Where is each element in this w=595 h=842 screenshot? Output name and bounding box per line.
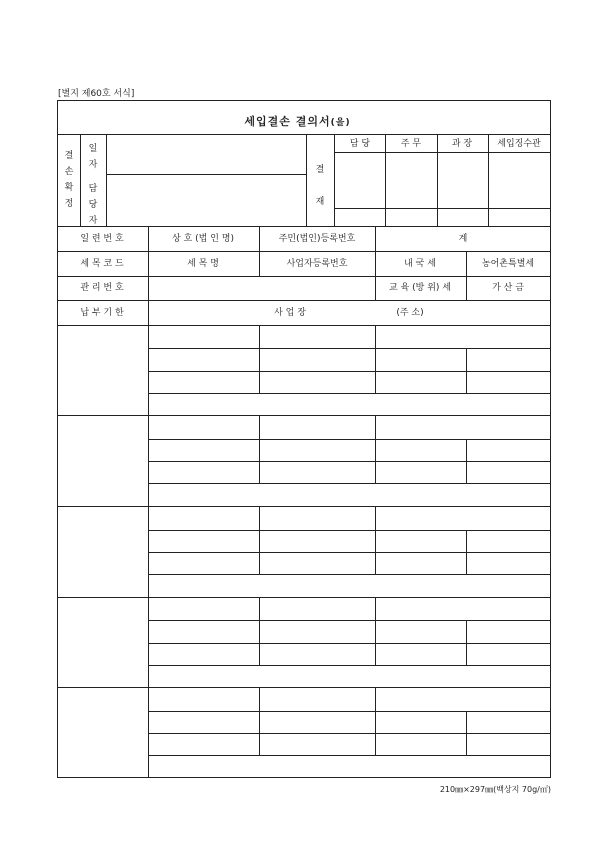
divider (80, 134, 81, 226)
divider (57, 251, 551, 252)
approval-col-staff: 담 당 (349, 139, 371, 149)
divider (106, 174, 306, 175)
divider (259, 597, 260, 665)
additional-charge-label: 가 산 금 (492, 283, 524, 293)
divider (306, 134, 307, 226)
paper-size-note: 210㎜×297㎜(백상지 70g/㎡) (439, 785, 551, 794)
divider (148, 439, 551, 440)
divider (148, 755, 551, 756)
divider (334, 134, 335, 226)
divider (466, 348, 467, 393)
approval-label: 결 재 (315, 165, 325, 207)
divider (466, 251, 467, 300)
divider (375, 415, 376, 483)
divider (334, 152, 551, 153)
divider (57, 134, 551, 135)
due-date-label: 납 부 기 한 (80, 308, 124, 318)
divider (437, 134, 438, 226)
divider (57, 597, 551, 598)
title-text: 세입결손 결의서 (244, 115, 331, 128)
divider (148, 461, 551, 462)
divider (385, 134, 386, 226)
divider (148, 348, 551, 349)
divider (57, 226, 551, 227)
divider (148, 643, 551, 644)
divider (148, 574, 551, 575)
divider (57, 506, 551, 507)
form-title (0, 113, 595, 129)
trade-name-label: 상 호 (법 인 명) (172, 234, 234, 244)
side-label-loss: 결 손 확 정 (64, 151, 74, 209)
form-number: [별지 제60호 서식] (58, 89, 135, 99)
divider (148, 665, 551, 666)
divider (375, 226, 376, 300)
divider (259, 415, 260, 483)
divider (57, 300, 551, 301)
divider (488, 134, 489, 226)
business-registration-label: 사업자등록번호 (286, 259, 348, 269)
divider (466, 439, 467, 483)
divider (57, 687, 551, 688)
side-label-date: 일 자 (88, 144, 98, 170)
divider (148, 393, 551, 394)
divider (148, 620, 551, 621)
divider (148, 552, 551, 553)
serial-number-label: 일 련 번 호 (80, 234, 124, 244)
divider (259, 687, 260, 755)
divider (466, 620, 467, 665)
total-label: 계 (458, 234, 468, 244)
divider (148, 530, 551, 531)
divider (106, 134, 107, 226)
divider (57, 325, 551, 326)
domestic-tax-label: 내 국 세 (404, 259, 436, 269)
business-place-label: 사 업 장 (274, 308, 306, 318)
divider (259, 325, 260, 393)
divider (148, 733, 551, 734)
divider (148, 483, 551, 484)
divider (375, 597, 376, 665)
divider (148, 711, 551, 712)
management-number-label: 관 리 번 호 (80, 283, 124, 293)
divider (466, 711, 467, 755)
divider (466, 530, 467, 574)
divider (259, 506, 260, 574)
side-label-manager: 담 당 자 (88, 184, 98, 226)
approval-col-director: 과 장 (451, 139, 473, 149)
divider (148, 226, 149, 778)
divider (375, 325, 376, 393)
registration-number-label: 주민(법인)등록번호 (278, 234, 356, 244)
tax-item-name-label: 세 목 명 (187, 259, 219, 269)
approval-col-chief: 주 무 (400, 139, 422, 149)
address-label: (주 소) (396, 308, 424, 318)
rural-special-tax-label: 농어촌특별세 (481, 259, 535, 269)
divider (148, 371, 551, 372)
title-suffix: (을) (330, 118, 351, 128)
approval-col-collector: 세입징수관 (497, 139, 541, 149)
education-tax-label: 교 육 (방 위) 세 (389, 283, 451, 293)
divider (57, 415, 551, 416)
divider (259, 226, 260, 276)
divider (334, 208, 551, 209)
divider (57, 276, 551, 277)
tax-code-label: 세 목 코 드 (80, 259, 124, 269)
divider (375, 687, 376, 755)
divider (375, 506, 376, 574)
